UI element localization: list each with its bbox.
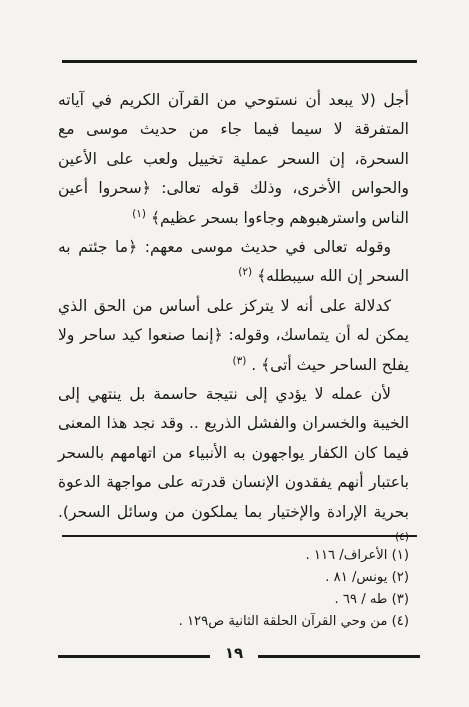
footnote: (١) الأعراف/ ١١٦ . [305,548,409,563]
footnote: (٣) طه / ٦٩ . [334,592,409,607]
main-text [58,86,409,557]
footnote-separator [62,535,417,537]
paragraph [58,233,409,292]
footnote-mark: (٢) [238,266,253,279]
paragraph [58,86,409,233]
paragraph-text: أجل (لا يبعد أن نستوحي من القرآن الكريم في آياته المتفرقة لا سيما فيما جاء من حديث موسى مع السحرة، إن السحر عملية تخييل ولعب على الأعين والحواس الأخرى، وذلك قوله تعالى: ﴿سحروا أعين الناس واسترهبوهم وجاءوا بسحر عظيم﴾ [58,91,409,227]
paragraph-text: وقوله تعالى في حديث موسى معهم: ﴿ما جئتم به السحر إن الله سيبطله﴾ [58,238,409,286]
paragraph [58,380,409,556]
top-rule [62,60,417,63]
footnote: (٢) يونس/ ٨١ . [325,570,409,585]
page-number: ١٩ [224,644,244,662]
paragraph-text: لأن عمله لا يؤدي إلى نتيجة حاسمة بل ينتهي إلى الخيبة والخسران والفشل الذريع .. وقد نجد هذا المعنى فيما كان الكفار يواجهون به الأنبياء من اتهامهم بالسحر باعتبار أنهم يفقدون الإنسان قدرته على مواجهة الدعوة بحرية الإرادة والإختيار بما يملكون من وسائل السحر). [58,385,409,521]
paragraph [58,292,409,380]
paragraph-text: كدلالة على أنه لا يتركز على أساس من الحق الذي يمكن له أن يتماسك، وقوله: ﴿إنما صنعوا كيد ساحر ولا يفلح الساحر حيث أتى﴾ . [58,296,409,374]
footnote-mark: (١) [132,207,147,220]
bottom-rule-left [58,655,210,658]
footnote-mark: (٣) [232,354,247,367]
bottom-rule-right [258,655,420,658]
footnote: (٤) من وحي القرآن الحلقة الثانية ص١٢٩ . [178,614,409,629]
footnotes [58,545,409,633]
